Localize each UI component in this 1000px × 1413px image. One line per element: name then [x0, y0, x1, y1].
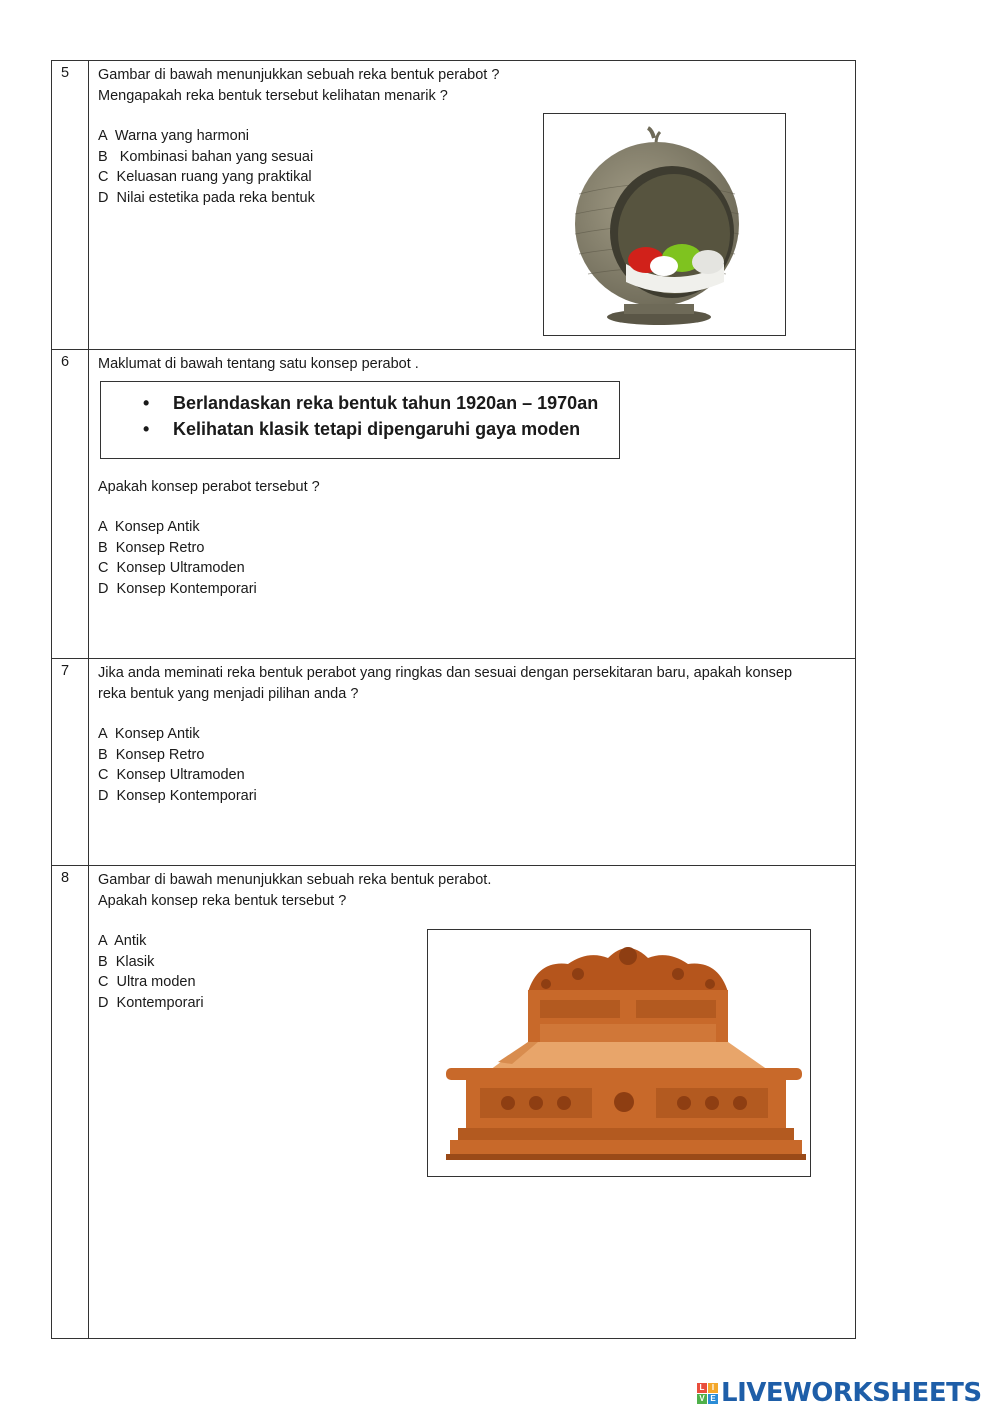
option-d[interactable]: D Nilai estetika pada reka bentuk: [98, 189, 315, 206]
question-text: Apakah konsep reka bentuk tersebut ?: [98, 892, 347, 909]
question-number: 5: [52, 61, 89, 349]
option-d[interactable]: D Konsep Kontemporari: [98, 787, 257, 804]
option-d[interactable]: D Kontemporari: [98, 994, 204, 1011]
question-text: Jika anda meminati reka bentuk perabot yang ringkas dan sesuai dengan persekitaran baru, apakah konsep: [98, 665, 793, 681]
info-point: • Kelihatan klasik tetapi dipengaruhi gaya moden: [173, 416, 619, 442]
question-row-6: [52, 350, 855, 659]
option-a[interactable]: A Konsep Antik: [98, 519, 200, 535]
question-row-5: [52, 61, 855, 350]
option-c[interactable]: C Konsep Ultramoden: [98, 560, 245, 576]
question-row-7: [52, 659, 855, 866]
question-text: Apakah konsep perabot tersebut ?: [98, 478, 320, 495]
option-c[interactable]: C Ultra moden: [98, 974, 196, 990]
liveworksheets-logo: [697, 1378, 982, 1408]
question-text: reka bentuk yang menjadi pilihan anda ?: [98, 685, 359, 702]
option-b[interactable]: B Kombinasi bahan yang sesuai: [98, 148, 314, 165]
question-text: Gambar di bawah menunjukkan sebuah reka bentuk perabot.: [98, 872, 492, 888]
question-text: Maklumat di bawah tentang satu konsep perabot .: [98, 356, 419, 372]
info-point: • Berlandaskan reka bentuk tahun 1920an – 1970an: [173, 390, 619, 416]
question-content: [89, 866, 855, 1338]
question-content: [89, 659, 855, 865]
option-b[interactable]: B Klasik: [98, 953, 155, 970]
question-row-8: [52, 866, 855, 1339]
rattan-daybed-image: [543, 113, 786, 336]
question-text: Gambar di bawah menunjukkan sebuah reka bentuk perabot ?: [98, 67, 500, 83]
option-c[interactable]: C Konsep Ultramoden: [98, 767, 245, 783]
question-number: 8: [52, 866, 89, 1338]
logo-text: LIVEWORKSHEETS: [721, 1378, 982, 1408]
option-a[interactable]: A Warna yang harmoni: [98, 128, 249, 144]
question-content: [89, 350, 855, 658]
option-b[interactable]: B Konsep Retro: [98, 539, 205, 556]
question-number: 7: [52, 659, 89, 865]
option-a[interactable]: A Antik: [98, 933, 147, 949]
logo-mark-icon: L I V E: [697, 1383, 718, 1404]
option-a[interactable]: A Konsep Antik: [98, 726, 200, 742]
option-d[interactable]: D Konsep Kontemporari: [98, 580, 257, 597]
info-box: [100, 381, 620, 459]
option-c[interactable]: C Keluasan ruang yang praktikal: [98, 169, 312, 185]
question-table: [51, 60, 856, 1339]
question-number: 6: [52, 350, 89, 658]
question-content: [89, 61, 855, 349]
option-b[interactable]: B Konsep Retro: [98, 746, 205, 763]
carved-bed-image: [427, 929, 811, 1177]
question-text: Mengapakah reka bentuk tersebut kelihatan menarik ?: [98, 87, 448, 104]
